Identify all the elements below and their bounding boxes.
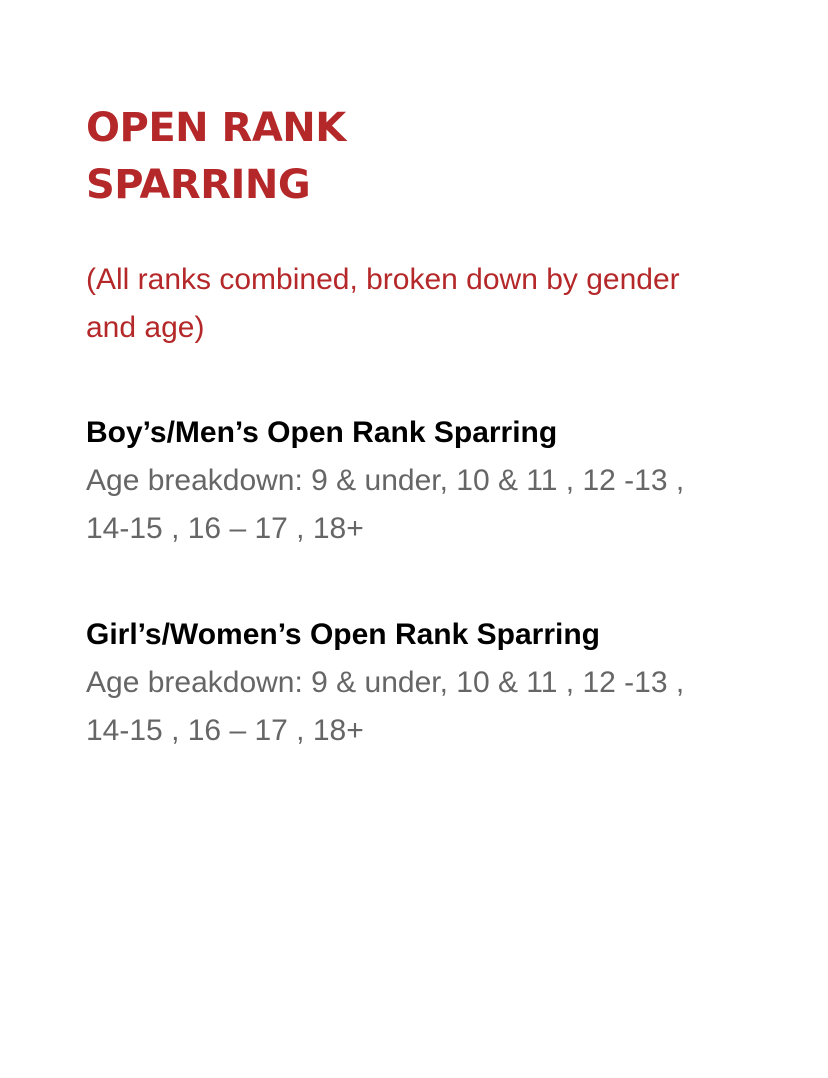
age-breakdown-line-2: 14-15 , 16 – 17 , 18+ [86, 512, 364, 545]
page-title [86, 100, 346, 214]
age-breakdown [86, 659, 766, 755]
page-title-line-2: SPARRING [86, 162, 311, 208]
age-breakdown-line-1: Age breakdown: 9 & under, 10 & 11 , 12 -13 , [86, 464, 685, 497]
age-breakdown [86, 457, 766, 553]
page-title-line-1: OPEN RANK [86, 105, 346, 151]
age-breakdown-line-2: 14-15 , 16 – 17 , 18+ [86, 714, 364, 747]
section-heading: Girl’s/Women’s Open Rank Sparring [86, 618, 600, 651]
age-breakdown-line-1: Age breakdown: 9 & under, 10 & 11 , 12 -13 , [86, 666, 685, 699]
page-subtitle: (All ranks combined, broken down by gender and age) [86, 263, 680, 344]
girls-womens-section [86, 611, 766, 755]
boys-mens-section [86, 409, 766, 553]
section-heading: Boy’s/Men’s Open Rank Sparring [86, 416, 558, 449]
